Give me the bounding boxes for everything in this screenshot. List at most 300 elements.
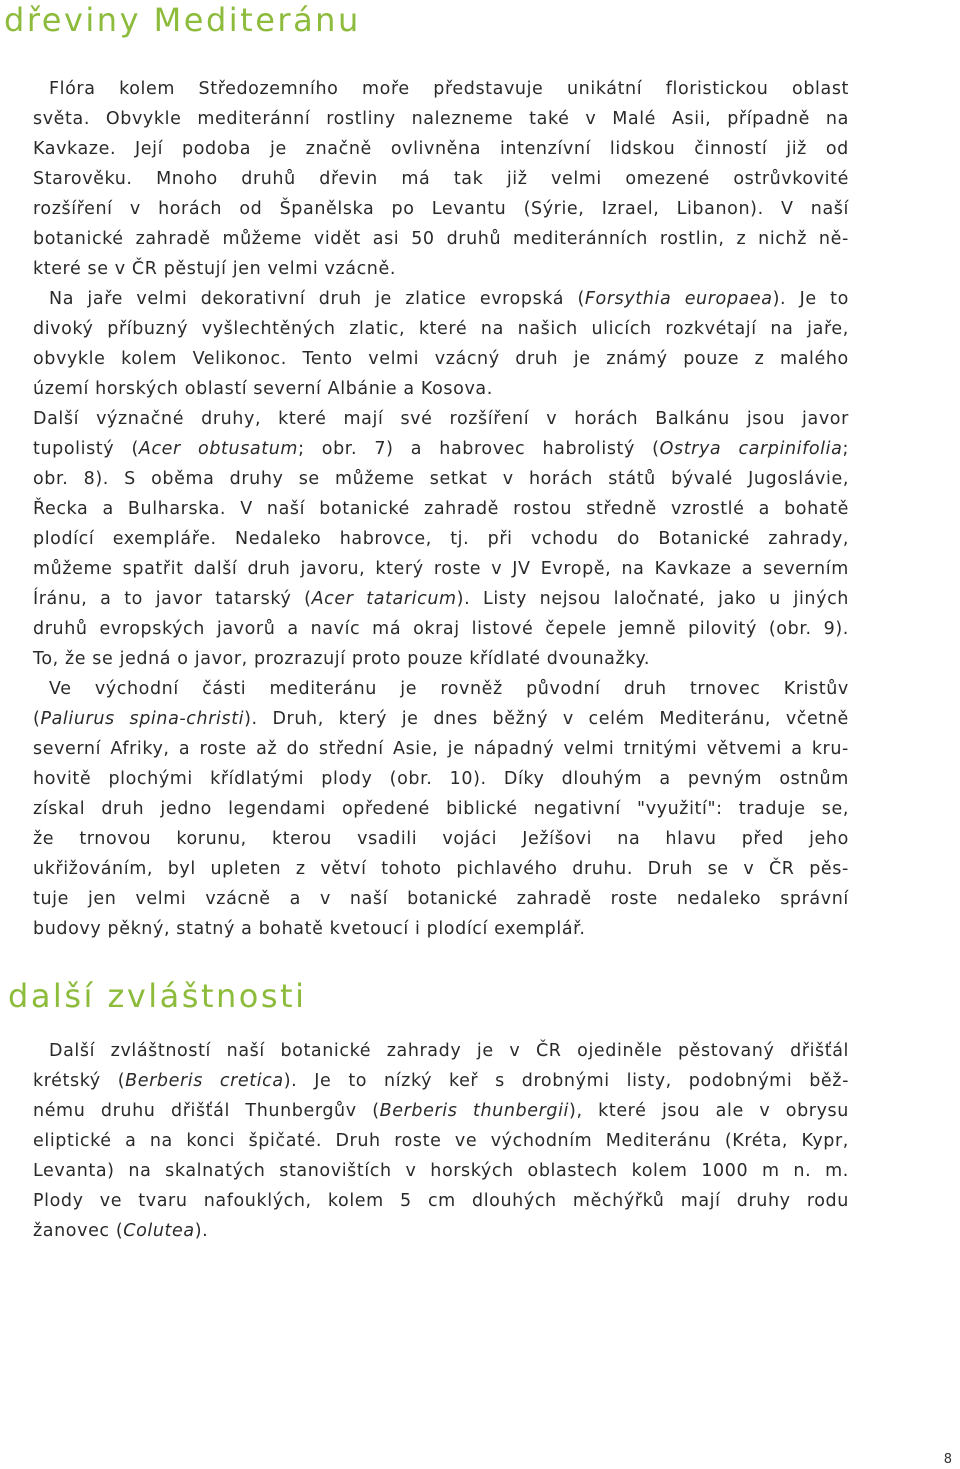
word: upleten xyxy=(210,859,282,879)
word: statný xyxy=(176,919,235,939)
word: rozšíření xyxy=(33,199,113,219)
word: nízký xyxy=(384,1071,433,1091)
word: roste xyxy=(610,889,658,909)
text-line xyxy=(33,584,849,614)
word: kterou xyxy=(271,829,332,849)
word: ČR xyxy=(131,259,158,279)
word: negativní xyxy=(533,799,621,819)
word: roste xyxy=(433,559,482,579)
word: ulicích xyxy=(591,319,652,339)
word: botanické xyxy=(407,889,498,909)
word: křídlatými xyxy=(210,769,305,789)
word: Libanon). xyxy=(676,199,764,219)
word: skalnatých xyxy=(165,1161,266,1181)
word: evropská xyxy=(479,289,565,309)
word: východním xyxy=(490,1131,593,1151)
word: je xyxy=(447,739,465,759)
word: listy, xyxy=(626,1071,672,1091)
word: světa. xyxy=(33,109,90,129)
word: které xyxy=(418,319,468,339)
word: okraj xyxy=(413,619,460,639)
word: je xyxy=(401,709,419,729)
word: v xyxy=(562,709,574,729)
word: naší xyxy=(266,499,306,519)
word: dřišťál xyxy=(790,1041,849,1061)
word: evropských xyxy=(99,619,205,639)
word: jsou xyxy=(746,409,786,429)
word: nápadný xyxy=(473,739,555,759)
word: mají xyxy=(343,409,384,429)
word: malého xyxy=(780,349,849,369)
word: druh xyxy=(101,799,145,819)
word: Izrael, xyxy=(601,199,660,219)
word: stanovištích xyxy=(279,1161,392,1181)
word: n. xyxy=(793,1161,812,1181)
word: v xyxy=(491,559,503,579)
word: spatřit xyxy=(122,559,184,579)
word: navíc xyxy=(310,619,361,639)
word: (Berberis xyxy=(372,1101,458,1121)
word: druh xyxy=(623,679,667,699)
word: běž- xyxy=(809,1071,849,1091)
word: roste xyxy=(199,739,247,759)
word: 50 xyxy=(411,229,435,249)
word: zahrady xyxy=(386,1041,462,1061)
text-line xyxy=(33,1036,849,1066)
word: nalezneme xyxy=(411,109,514,129)
word: (obr. xyxy=(389,769,433,789)
word: byl xyxy=(167,859,196,879)
word: včetně xyxy=(785,709,849,729)
word: můžeme xyxy=(222,229,302,249)
text-line xyxy=(33,464,849,494)
word: Je xyxy=(799,289,817,309)
word: druh xyxy=(318,289,362,309)
word: před xyxy=(741,829,784,849)
text-line xyxy=(33,494,849,524)
word: původní xyxy=(526,679,601,699)
word: druhů xyxy=(446,229,502,249)
word: trnovou xyxy=(79,829,152,849)
word: rostliny xyxy=(326,109,396,129)
word: v xyxy=(129,199,141,219)
word: střední xyxy=(318,739,384,759)
text-line xyxy=(33,794,849,824)
word: m xyxy=(761,1161,780,1181)
word: jen xyxy=(232,259,262,279)
word: které xyxy=(33,259,82,279)
word: rovněž xyxy=(440,679,503,699)
word: zvláštností xyxy=(110,1041,212,1061)
word: jedno xyxy=(160,799,212,819)
word: je xyxy=(375,289,392,309)
word: správní xyxy=(780,889,849,909)
word: i xyxy=(415,919,421,939)
text-line xyxy=(33,74,849,104)
word: dlouhým xyxy=(561,769,643,789)
word: jeho xyxy=(809,829,849,849)
word: rostou xyxy=(513,499,573,519)
word: thunbergii), xyxy=(472,1101,583,1121)
word: nafouklých, xyxy=(203,1191,312,1211)
word: "využití": xyxy=(637,799,723,819)
word: Levanta) xyxy=(33,1161,115,1181)
word: (Colutea). xyxy=(115,1221,209,1241)
word: známý xyxy=(606,349,668,369)
word: (Kréta, xyxy=(724,1131,789,1151)
word: se xyxy=(298,469,320,489)
word: do xyxy=(616,529,640,549)
word: dlouhých xyxy=(472,1191,557,1211)
word: již xyxy=(786,139,807,159)
word: a xyxy=(403,379,415,399)
word: proto xyxy=(351,649,402,669)
word: a xyxy=(659,769,671,789)
word: traduje xyxy=(738,799,806,819)
word: a xyxy=(758,499,770,519)
word: od xyxy=(825,139,849,159)
word: zahradě xyxy=(516,889,592,909)
word: bývalé xyxy=(671,469,733,489)
word: větvemi xyxy=(706,739,782,759)
word: velmi xyxy=(267,259,319,279)
word: (obr. xyxy=(768,619,812,639)
word: druhy xyxy=(229,469,284,489)
word: opředené xyxy=(342,799,430,819)
word: jaře, xyxy=(807,319,849,339)
word: Velikonoc. xyxy=(192,349,287,369)
word: 1000 xyxy=(701,1161,749,1181)
word: javor xyxy=(155,589,203,609)
word: získal xyxy=(33,799,86,819)
word: na xyxy=(770,319,794,339)
word: 10). xyxy=(449,769,487,789)
word: nejsou xyxy=(539,589,601,609)
word: obr. xyxy=(321,439,358,459)
word: floristickou xyxy=(665,79,769,99)
word: Ježíšovi xyxy=(522,829,593,849)
word: vzácně. xyxy=(324,259,397,279)
word: tj. xyxy=(450,529,470,549)
word: v xyxy=(546,409,558,429)
word: o xyxy=(177,649,189,669)
word: špičaté. xyxy=(248,1131,323,1151)
text-line xyxy=(33,164,849,194)
word: obtusatum; xyxy=(198,439,305,459)
word: vzácný xyxy=(434,349,500,369)
word: od xyxy=(239,199,263,219)
word: horských xyxy=(95,379,179,399)
word: Mediteránu, xyxy=(659,709,772,729)
word: čepele xyxy=(545,619,607,639)
text-line xyxy=(33,854,849,884)
word: carpinifolia; xyxy=(738,439,849,459)
text-line xyxy=(33,374,849,404)
word: Je xyxy=(314,1071,332,1091)
word: na xyxy=(825,109,849,129)
word: dřišťál xyxy=(170,1101,230,1121)
word: tataricum). xyxy=(366,589,471,609)
word: 7) xyxy=(374,439,394,459)
word: u xyxy=(769,589,781,609)
word: kolem xyxy=(327,1191,384,1211)
word: habrolistý xyxy=(542,439,635,459)
word: pouze xyxy=(407,649,464,669)
word: eliptické xyxy=(33,1131,112,1151)
word: ČR xyxy=(535,1041,562,1061)
word: druhu xyxy=(100,1101,156,1121)
word: Kristův xyxy=(783,679,849,699)
word: (Paliurus xyxy=(33,709,115,729)
word: plodící xyxy=(426,919,488,939)
section-heading: další zvláštnosti xyxy=(8,977,307,1015)
word: Kosova. xyxy=(420,379,493,399)
word: druhu. xyxy=(572,859,634,879)
word: moře xyxy=(361,79,410,99)
word: Druh, xyxy=(272,709,324,729)
text-line xyxy=(33,554,849,584)
word: naší xyxy=(226,1041,265,1061)
word: korunu, xyxy=(176,829,247,849)
word: v xyxy=(319,889,331,909)
text-line xyxy=(33,524,849,554)
text-line xyxy=(33,1216,849,1246)
word: Další xyxy=(49,1041,96,1061)
word: další xyxy=(193,559,238,579)
word: plodící xyxy=(33,529,95,549)
word: obvykle xyxy=(33,349,106,369)
word: Asii, xyxy=(671,109,712,129)
word: vchodu xyxy=(531,529,599,549)
word: v xyxy=(502,469,514,489)
word: Řecka xyxy=(33,499,89,519)
word: z xyxy=(295,859,306,879)
word: můžeme xyxy=(33,559,113,579)
word: a xyxy=(102,499,114,519)
word: na xyxy=(149,1131,173,1151)
word: asi xyxy=(372,229,400,249)
word: na xyxy=(480,319,504,339)
word: lidskou xyxy=(609,139,676,159)
word: rodu xyxy=(806,1191,849,1211)
word: a xyxy=(289,889,301,909)
word: jsou xyxy=(661,1101,701,1121)
word: mají xyxy=(680,1191,721,1211)
word: Albánie xyxy=(327,379,398,399)
word: ve xyxy=(454,1131,478,1151)
word: nichž xyxy=(758,229,807,249)
word: Nedaleko xyxy=(235,529,322,549)
word: se xyxy=(92,649,114,669)
text-line xyxy=(33,1186,849,1216)
word: Na xyxy=(49,289,75,309)
word: druhy, xyxy=(201,409,262,429)
word: vojáci xyxy=(442,829,498,849)
word: Starověku. xyxy=(33,169,133,189)
word: Jugoslávie, xyxy=(748,469,849,489)
word: z xyxy=(754,349,765,369)
text-line xyxy=(33,824,849,854)
text-line xyxy=(33,1156,849,1186)
word: Thunbergův xyxy=(245,1101,357,1121)
word: Španělska xyxy=(279,199,375,219)
word: habrovec xyxy=(439,439,526,459)
word: rozšíření xyxy=(449,409,530,429)
word: V xyxy=(780,199,794,219)
word: který xyxy=(375,559,424,579)
word: Druh xyxy=(647,859,693,879)
word: druhů xyxy=(241,169,296,189)
word: Kypr, xyxy=(801,1131,849,1151)
word: zahrady, xyxy=(768,529,849,549)
word: celém xyxy=(588,709,645,729)
word: pevným xyxy=(687,769,763,789)
word: oblast xyxy=(792,79,849,99)
word: nedaleko xyxy=(676,889,762,909)
word: zahradě xyxy=(135,229,211,249)
text-line xyxy=(33,404,849,434)
word: horských xyxy=(430,1161,514,1181)
word: dnes xyxy=(433,709,478,729)
section-mediterranean-text xyxy=(33,74,849,944)
word: rozkvétají xyxy=(665,319,757,339)
word: unikátní xyxy=(566,79,643,99)
word: drobnými xyxy=(521,1071,610,1091)
word: činností xyxy=(694,139,768,159)
word: ovlivněna xyxy=(390,139,482,159)
word: v xyxy=(585,109,597,129)
word: a xyxy=(100,589,112,609)
word: tuje xyxy=(33,889,69,909)
word: ale xyxy=(715,1101,744,1121)
word: vzrostlé xyxy=(671,499,745,519)
text-line xyxy=(33,734,849,764)
word: Evropě, xyxy=(540,559,612,579)
word: plochými xyxy=(108,769,193,789)
page-number: 8 xyxy=(943,1452,952,1467)
word: Botanické xyxy=(658,529,750,549)
word: z xyxy=(736,229,747,249)
word: již xyxy=(506,169,528,189)
word: se xyxy=(87,259,109,279)
word: budovy xyxy=(33,919,102,939)
word: ostrůvkovité xyxy=(733,169,849,189)
word: oběma xyxy=(151,469,215,489)
word: horách xyxy=(574,409,639,429)
word: jako xyxy=(718,589,757,609)
word: pěs- xyxy=(809,859,849,879)
word: severním xyxy=(763,559,849,579)
text-line xyxy=(33,224,849,254)
text-line xyxy=(33,1126,849,1156)
word: zlatic, xyxy=(349,319,406,339)
word: tvaru xyxy=(138,1191,188,1211)
word: velmi xyxy=(551,169,602,189)
word: podobnými xyxy=(688,1071,793,1091)
word: Flóra xyxy=(49,79,96,99)
word: má xyxy=(401,169,431,189)
word: a xyxy=(287,619,299,639)
word: severní xyxy=(253,379,322,399)
word: velmi xyxy=(368,349,420,369)
word: nému xyxy=(33,1101,86,1121)
word: m. xyxy=(825,1161,849,1181)
word: (Sýrie, xyxy=(523,199,585,219)
word: javorů xyxy=(216,619,276,639)
word: jemně xyxy=(618,619,677,639)
word: ostnům xyxy=(779,769,849,789)
word: spina-christi). xyxy=(129,709,258,729)
word: druh xyxy=(247,559,291,579)
text-line xyxy=(33,764,849,794)
word: konci xyxy=(186,1131,236,1151)
word: mediteránní xyxy=(197,109,311,129)
word: naší xyxy=(810,199,849,219)
word: je xyxy=(270,139,287,159)
word: laločnaté, xyxy=(613,589,706,609)
word: jen xyxy=(87,889,117,909)
word: který xyxy=(338,709,387,729)
word: botanické xyxy=(280,1041,372,1061)
word: europaea). xyxy=(684,289,787,309)
word: středně xyxy=(586,499,657,519)
word: podoba xyxy=(182,139,252,159)
word: 5 xyxy=(400,1191,412,1211)
word: Ve xyxy=(49,679,72,699)
word: jiných xyxy=(793,589,849,609)
text-line xyxy=(33,884,849,914)
text-line xyxy=(33,344,849,374)
word: habrovce, xyxy=(339,529,432,549)
word: omezené xyxy=(625,169,710,189)
word: Asie, xyxy=(393,739,439,759)
word: (Berberis xyxy=(117,1071,203,1091)
word: bohatě xyxy=(784,499,849,519)
word: se xyxy=(707,859,729,879)
word: představuje xyxy=(433,79,544,99)
word: druhů xyxy=(33,619,88,639)
word: druh xyxy=(515,349,559,369)
word: botanické xyxy=(319,499,410,519)
word: ukřižováním, xyxy=(33,859,154,879)
word: intenzívní xyxy=(499,139,591,159)
page-title: dřeviny Mediteránu xyxy=(4,1,361,39)
word: států xyxy=(608,469,656,489)
word: javor xyxy=(802,409,849,429)
word: křídlaté xyxy=(469,649,541,669)
word: mediteránních xyxy=(513,229,648,249)
word: v xyxy=(405,1161,417,1181)
word: Balkánu xyxy=(655,409,730,429)
word: listové xyxy=(471,619,534,639)
word: vyšlechtěných xyxy=(201,319,336,339)
word: kolem xyxy=(631,1161,688,1181)
word: S xyxy=(124,469,136,489)
word: jedná xyxy=(119,649,172,669)
word: dvounažky. xyxy=(546,649,650,669)
word: bohatě xyxy=(258,919,324,939)
word: velmi xyxy=(563,739,615,759)
word: našich xyxy=(517,319,578,339)
word: (Forsythia xyxy=(577,289,672,309)
word: legendami xyxy=(228,799,326,819)
word: vsadili xyxy=(357,829,418,849)
word: Levantu xyxy=(431,199,507,219)
word: divoký xyxy=(33,319,94,339)
word: význačné xyxy=(96,409,185,429)
word: trnovec xyxy=(689,679,761,699)
word: jaře xyxy=(87,289,123,309)
